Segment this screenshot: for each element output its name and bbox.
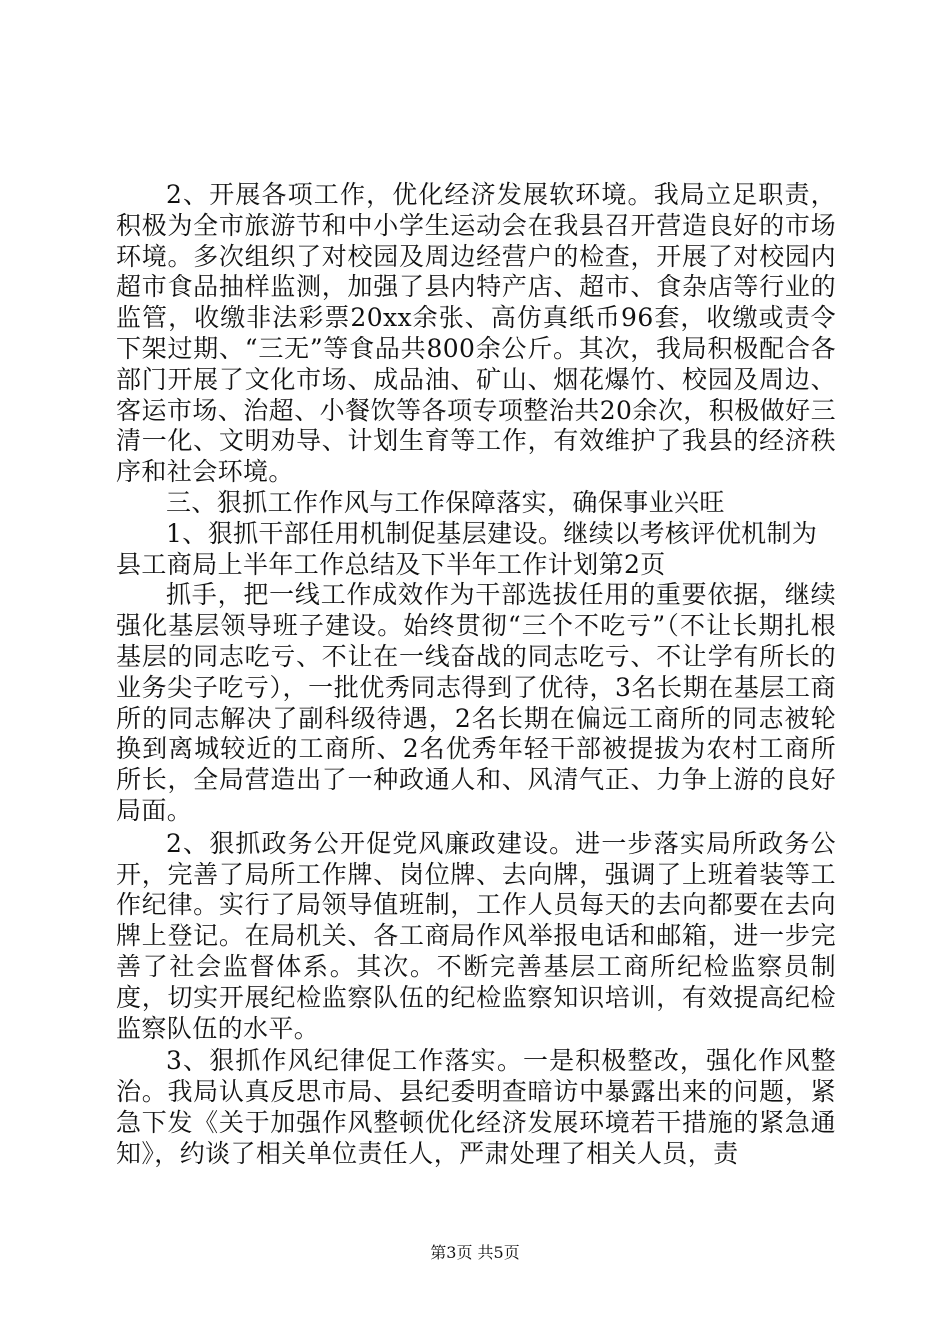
document-body: [116, 180, 836, 1170]
paragraph-cadre-appointment-continued: 抓手，把一线工作成效作为干部选拔任用的重要依据，继续强化基层领导班子建设。始终贯彻“三个不吃亏”（不让长期扎根基层的同志吃亏、不让在一线奋战的同志吃亏、不让学有所长的业务尖子吃亏），一批优秀同志得到了优待，3名长期在基层工商所的同志解决了副科级待遇，2名长期在偏远工商所的同志被轮换到离城较近的工商所、2名优秀年轻干部被提拔为农村工商所所长，全局营造出了一种政通人和、风清气正、力争上游的良好局面。: [116, 580, 836, 825]
section-heading-work-style: 三、狠抓工作作风与工作保障落实，确保事业兴旺: [166, 487, 725, 517]
paragraph-government-affairs: 2、狠抓政务公开促党风廉政建设。进一步落实局所政务公开，完善了局所工作牌、岗位牌、去向牌，强调了上班着装等工作纪律。实行了局领导值班制，工作人员每天的去向都要在去向牌上登记。在局机关、各工商局作风举报电话和邮箱，进一步完善了社会监督体系。其次。不断完善基层工商所纪检监察员制度，切实开展纪检监察队伍的纪检监察知识培训，有效提高纪检监察队伍的水平。: [116, 828, 836, 1043]
page-footer: 第3页 共5页: [430, 1243, 520, 1262]
running-page-header: 县工商局上半年工作总结及下半年工作计划第2页: [116, 549, 666, 579]
paragraph-business-environment: 2、开展各项工作，优化经济发展软环境。我局立足职责，积极为全市旅游节和中小学生运动会在我县召开营造良好的市场环境。多次组织了对校园及周边经营户的检查，开展了对校园内超市食品抽样监测，加强了县内特产店、超市、食杂店等行业的监管，收缴非法彩票20xx余张、高仿真纸币96套，收缴或责令下架过期、“三无”等食品共800余公斤。其次，我局积极配合各部门开展了文化市场、成品油、矿山、烟花爆竹、校园及周边、客运市场、治超、小餐饮等各项专项整治共20余次，积极做好三清一化、文明劝导、计划生育等工作，有效维护了我县的经济秩序和社会环境。: [116, 180, 836, 487]
paragraph-work-discipline: 3、狠抓作风纪律促工作落实。一是积极整改，强化作风整治。我局认真反思市局、县纪委明查暗访中暴露出来的问题，紧急下发《关于加强作风整顿优化经济发展环境若干措施的紧急通知》，约谈了相关单位责任人，严肃处理了相关人员，责: [116, 1046, 836, 1168]
paragraph-cadre-appointment: 1、狠抓干部任用机制促基层建设。继续以考核评优机制为: [166, 518, 818, 548]
